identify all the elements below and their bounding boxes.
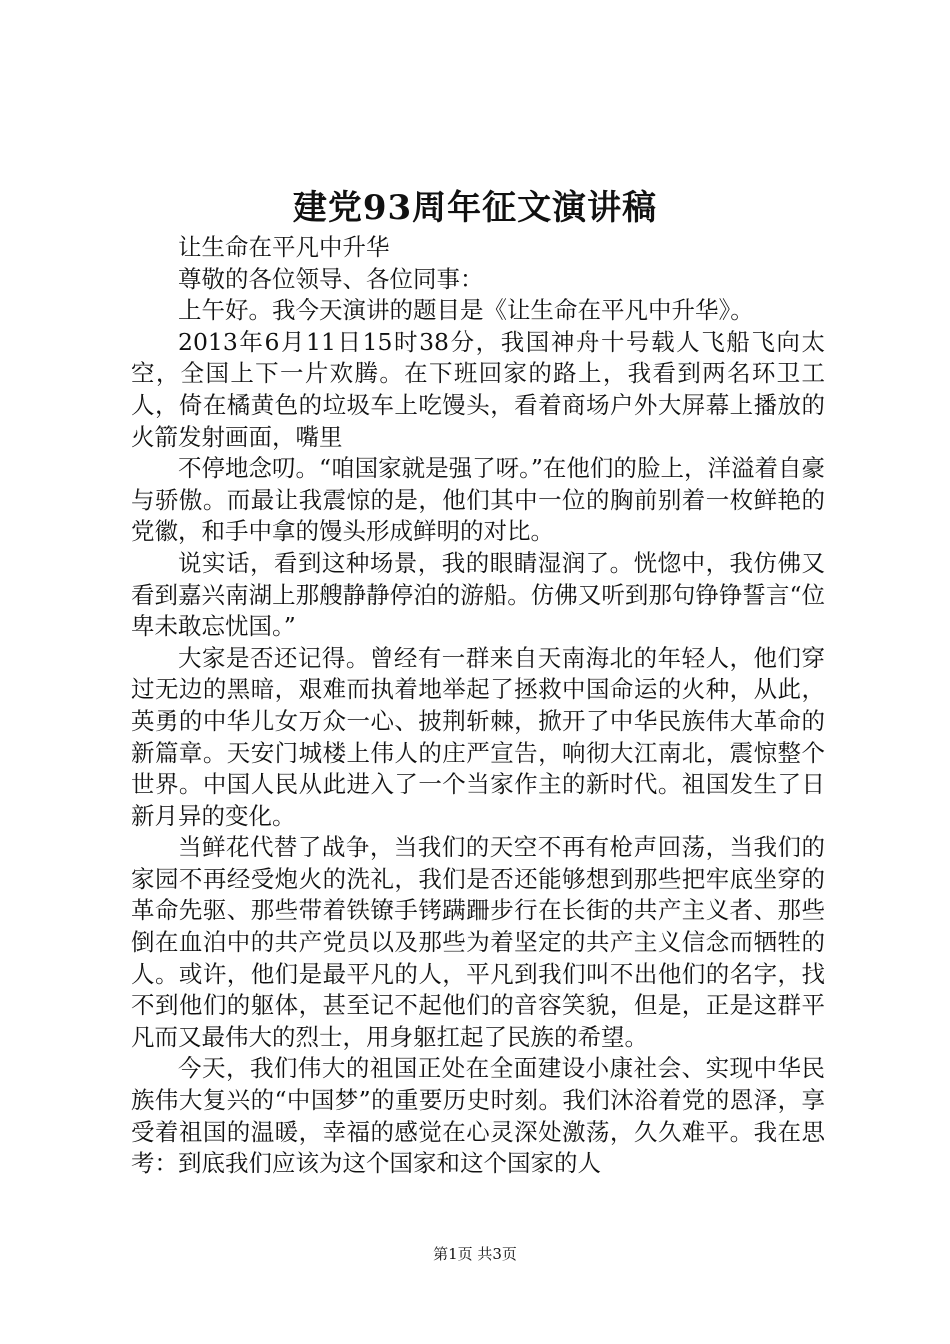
- body-paragraph: 说实话，看到这种场景，我的眼睛湿润了。恍惚中，我仿佛又看到嘉兴南湖上那艘静静停泊的游船。仿佛又听到那句铮铮誓言“位卑未敢忘忧国。”: [131, 548, 825, 641]
- body-paragraph: 上午好。我今天演讲的题目是《让生命在平凡中升华》。: [178, 296, 754, 325]
- document-body: [131, 232, 825, 1180]
- salutation: 尊敬的各位领导、各位同事：: [178, 264, 484, 293]
- body-paragraph: 2013年6月11日15时38分，我国神舟十号载人飞船飞向太空，全国上下一片欢腾。在下班回家的路上，我看到两名环卫工人，倚在橘黄色的垃圾车上吃馒头，看着商场户外大屏幕上播放的火箭发射画面，嘴里: [131, 327, 825, 451]
- document-title: 建党93周年征文演讲稿: [292, 188, 658, 228]
- page-number-footer: 第1页 共3页: [433, 1245, 517, 1263]
- body-paragraph: 今天，我们伟大的祖国正处在全面建设小康社会、实现中华民族伟大复兴的“中国梦”的重要历史时刻。我们沐浴着党的恩泽，享受着祖国的温暖，幸福的感觉在心灵深处激荡，久久难平。我在思考：到底我们应该为这个国家和这个国家的人: [131, 1054, 825, 1178]
- body-paragraph: 不停地念叨。“咱国家就是强了呀。”在他们的脸上，洋溢着自豪与骄傲。而最让我震惊的是，他们其中一位的胸前别着一枚鲜艳的党徽，和手中拿的馒头形成鲜明的对比。: [131, 454, 825, 546]
- body-paragraph: 大家是否还记得。曾经有一群来自天南海北的年轻人，他们穿过无边的黑暗，艰难而执着地举起了拯救中国命运的火种，从此，英勇的中华儿女万众一心、披荆斩棘，掀开了中华民族伟大革命的新篇章。天安门城楼上伟人的庄严宣告，响彻大江南北，震惊整个世界。中国人民从此进入了一个当家作主的新时代。祖国发生了日新月异的变化。: [131, 643, 825, 830]
- speech-subtitle: 让生命在平凡中升华: [178, 233, 390, 261]
- body-paragraph: 当鲜花代替了战争，当我们的天空不再有枪声回荡，当我们的家园不再经受炮火的洗礼，我们是否还能够想到那些把牢底坐穿的革命先驱、那些带着铁镣手铐蹒跚步行在长街的共产主义者、那些倒在血泊中的共产党员以及那些为着坚定的共产主义信念而牺牲的人。或许，他们是最平凡的人，平凡到我们叫不出他们的名字，找不到他们的躯体，甚至记不起他们的音容笑貌，但是，正是这群平凡而又最伟大的烈士，用身躯扛起了民族的希望。: [131, 833, 825, 1051]
